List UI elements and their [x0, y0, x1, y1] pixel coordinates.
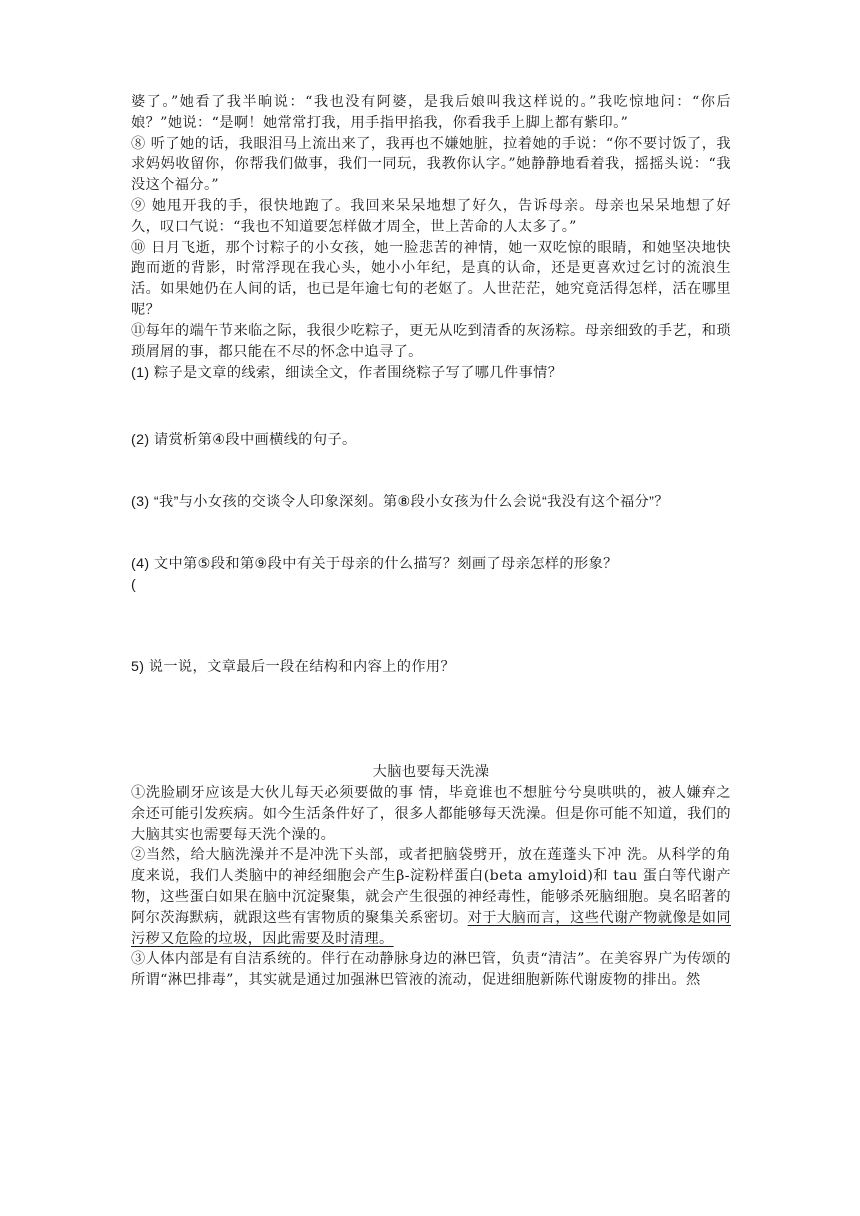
answer-space-2	[131, 451, 731, 492]
article-paragraph-1: ①洗脸刷牙应该是大伙儿每天必须要做的事 情，毕竟谁也不想脏兮兮臭哄哄的，被人嫌弃之余还可能引发疾病。如今生活条件好了，很多人都能够每天洗澡。但是你可能不知道，我们的大脑其实也需要每天洗个澡的。	[131, 784, 731, 843]
answer-space-5	[131, 678, 731, 762]
article-title: 大脑也要每天洗澡	[372, 764, 490, 781]
paragraph-7-end: 婆了。”她看了我半晌说：“我也没有阿婆，是我后娘叫我这样说的。”我吃惊地问：“你后娘？”她说：“是啊！她常常打我，用手指甲掐我，你看我手上脚上都有紫印。”	[131, 94, 731, 131]
article-paragraph-3: ③人体内部是有自洁系统的。伴行在动静脉身边的淋巴管，负责“清洁”。在美容界广为传颂的所谓“淋巴排毒”，其实就是通过加强淋巴管液的流动，促进细胞新陈代谢废物的排出。然	[131, 951, 731, 989]
question-1: (1) 粽子是文章的线索，细读全文，作者围绕粽子写了哪几件事情？	[131, 365, 563, 382]
paragraph-9: ⑨ 她甩开我的手，很快地跑了。我回来呆呆地想了好久，告诉母亲。母亲也呆呆地想了好久，叹口气说：“我也不知道要怎样做才周全，世上苦命的人太多了。”	[131, 197, 731, 235]
paragraph-8: ⑧ 听了她的话，我眼泪马上流出来了，我再也不嫌她脏，拉着她的手说：“你不要讨饭了，我求妈妈收留你，你帮我们做事，我们一同玩，我教你认字。”她静静地看着我，摇摇头说：“我没这个福分。”	[131, 135, 731, 194]
question-4: (4) 文中第⑤段和第⑨段中有关于母亲的什么描写？刻画了母亲怎样的形象？	[131, 555, 618, 572]
question-4-open-paren: (	[131, 576, 137, 593]
paragraph-11: ⑪每年的端午节来临之际，我很少吃粽子，更无从吃到清香的灰汤粽。母亲细致的手艺，和琐琐屑屑的事，都只能在不尽的怀念中追寻了。	[131, 322, 731, 360]
question-3: (3) “我”与小女孩的交谈令人印象深刻。第⑧段小女孩为什么会说“我没有这个福分”？	[131, 493, 669, 510]
document-page	[131, 92, 731, 991]
question-2: (2) 请赏析第④段中画横线的句子。	[131, 432, 357, 449]
underlined-sentence: 对于大脑而言，这些代谢产物就像是如同污秽又危险的垃圾，因此需要及时清理。	[131, 909, 732, 947]
answer-space-1	[131, 384, 731, 430]
article-paragraph-2	[131, 845, 731, 949]
answer-space-4	[131, 595, 731, 657]
paragraph-10: ⑩ 日月飞逝，那个讨粽子的小女孩，她一脸悲苦的神情，她一双吃惊的眼睛，和她坚决地快跑而逝的背影，时常浮现在我心头，她小小年纪，是真的认命，还是更喜欢过乞讨的流浪生活。如果她仍在人间的话，也已是年逾七旬的老妪了。人世茫茫，她究竟活得怎样，活在哪里呢？	[131, 239, 731, 318]
question-5: 5) 说一说，文章最后一段在结构和内容上的作用？	[131, 659, 456, 676]
answer-space-3	[131, 513, 731, 554]
article-paragraph-2-text: ②当然，给大脑洗澡并不是冲洗下头部，或者把脑袋劈开，放在莲蓬头下冲 洗。从科学的角度来说，我们人类脑中的神经细胞会产生β-淀粉样蛋白(beta amyloid)和 tau 蛋白等代谢产物，这些蛋白如果在脑中沉淀聚集，就会产生很强的神经毒性，能够杀死脑细胞。臭名昭著的阿尔茨海默病，就跟这些有害物质的聚集关系密切。	[131, 847, 731, 926]
